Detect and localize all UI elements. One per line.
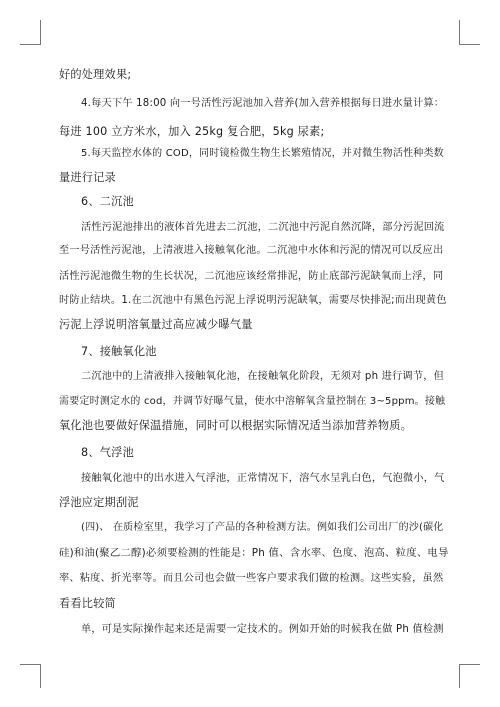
text-line: 活性污泥池排出的液体首先进去二沉池，二沉池中污泥自然沉降，部分污泥回流 <box>81 222 445 233</box>
text-line: 量进行记录 <box>59 171 116 184</box>
text-line: 二沉池中的上清液排入接触氧化池，在接触氧化阶段，无须对 ph 进行调节，但 <box>81 371 444 382</box>
crop-mark-top-left-horizontal <box>20 44 41 45</box>
text-line: (四)、 在质检室里，我学习了产品的各种检测方法。例如我们公司出厂的沙(碳化 <box>81 522 444 533</box>
text-line: 每进 100 立方米水，加入 25kg 复合肥，5kg 尿素; <box>59 125 325 138</box>
text-line: 单，可是实际操作起来还是需要一定技术的。例如开始的时候我在做 Ph 值检测 <box>81 624 444 635</box>
text-line: 5.每天监控水体的 COD，同时镜检微生物生长繁殖情况，并对微生物活性种类数 <box>81 148 444 159</box>
text-line: 接触氧化池中的出水进入气浮池，正常情况下，溶气水呈乳白色，气泡微小，气 <box>81 473 445 484</box>
text-line: 活性污泥池微生物的生长状况，二沉池应该经常排泥，防止底部污泥缺氧而上浮，同 <box>59 271 444 282</box>
text-line: 4.每天下午 18:00 向一号活性污泥池加入营养(加入营养根据每日进水量计算： <box>81 98 445 109</box>
text-line: 污泥上浮说明溶氧量过高应减少曝气量 <box>59 318 253 331</box>
crop-mark-top-right-horizontal <box>459 44 480 45</box>
text-line: 需要定时测定水的 cod，并调节好曝气量，使水中溶解氧含量控制在 3~5ppm。接触 <box>59 396 446 407</box>
text-line: 看看比较简 <box>59 597 116 610</box>
crop-mark-bottom-right-vertical <box>459 664 460 688</box>
crop-mark-bottom-left-vertical <box>40 664 41 688</box>
crop-mark-top-left-vertical <box>40 20 41 44</box>
crop-mark-bottom-right-horizontal <box>459 664 480 665</box>
section-heading: 7、接触氧化池 <box>81 345 157 358</box>
text-line: 好的处理效果; <box>59 68 132 81</box>
text-line: 至一号活性污泥池，上清液进入接触氧化池。二沉池中水体和污泥的情况可以反应出 <box>59 245 444 256</box>
text-line: 氧化池也要做好保温措施，同时可以根据实际情况适当添加营养物质。 <box>59 419 413 432</box>
crop-mark-bottom-left-horizontal <box>20 664 41 665</box>
text-line: 浮池应定期刮泥 <box>59 496 139 509</box>
crop-mark-top-right-vertical <box>459 20 460 44</box>
section-heading: 6、二沉池 <box>81 195 134 208</box>
text-line: 时防止结块。1.在二沉池中有黑色污泥上浮说明污泥缺氧，需要尽快排泥;而出现黄色 <box>59 295 447 306</box>
text-line: 硅)和油(聚乙二醇)必须要检测的性能是：Ph 值、含水率、色度、泡高、粒度、电导 <box>59 547 449 559</box>
section-heading: 8、气浮池 <box>81 446 134 459</box>
text-line: 率、粘度、折光率等。而且公司也会做一些客户要求我们做的检测。这些实验，虽然 <box>59 573 444 584</box>
